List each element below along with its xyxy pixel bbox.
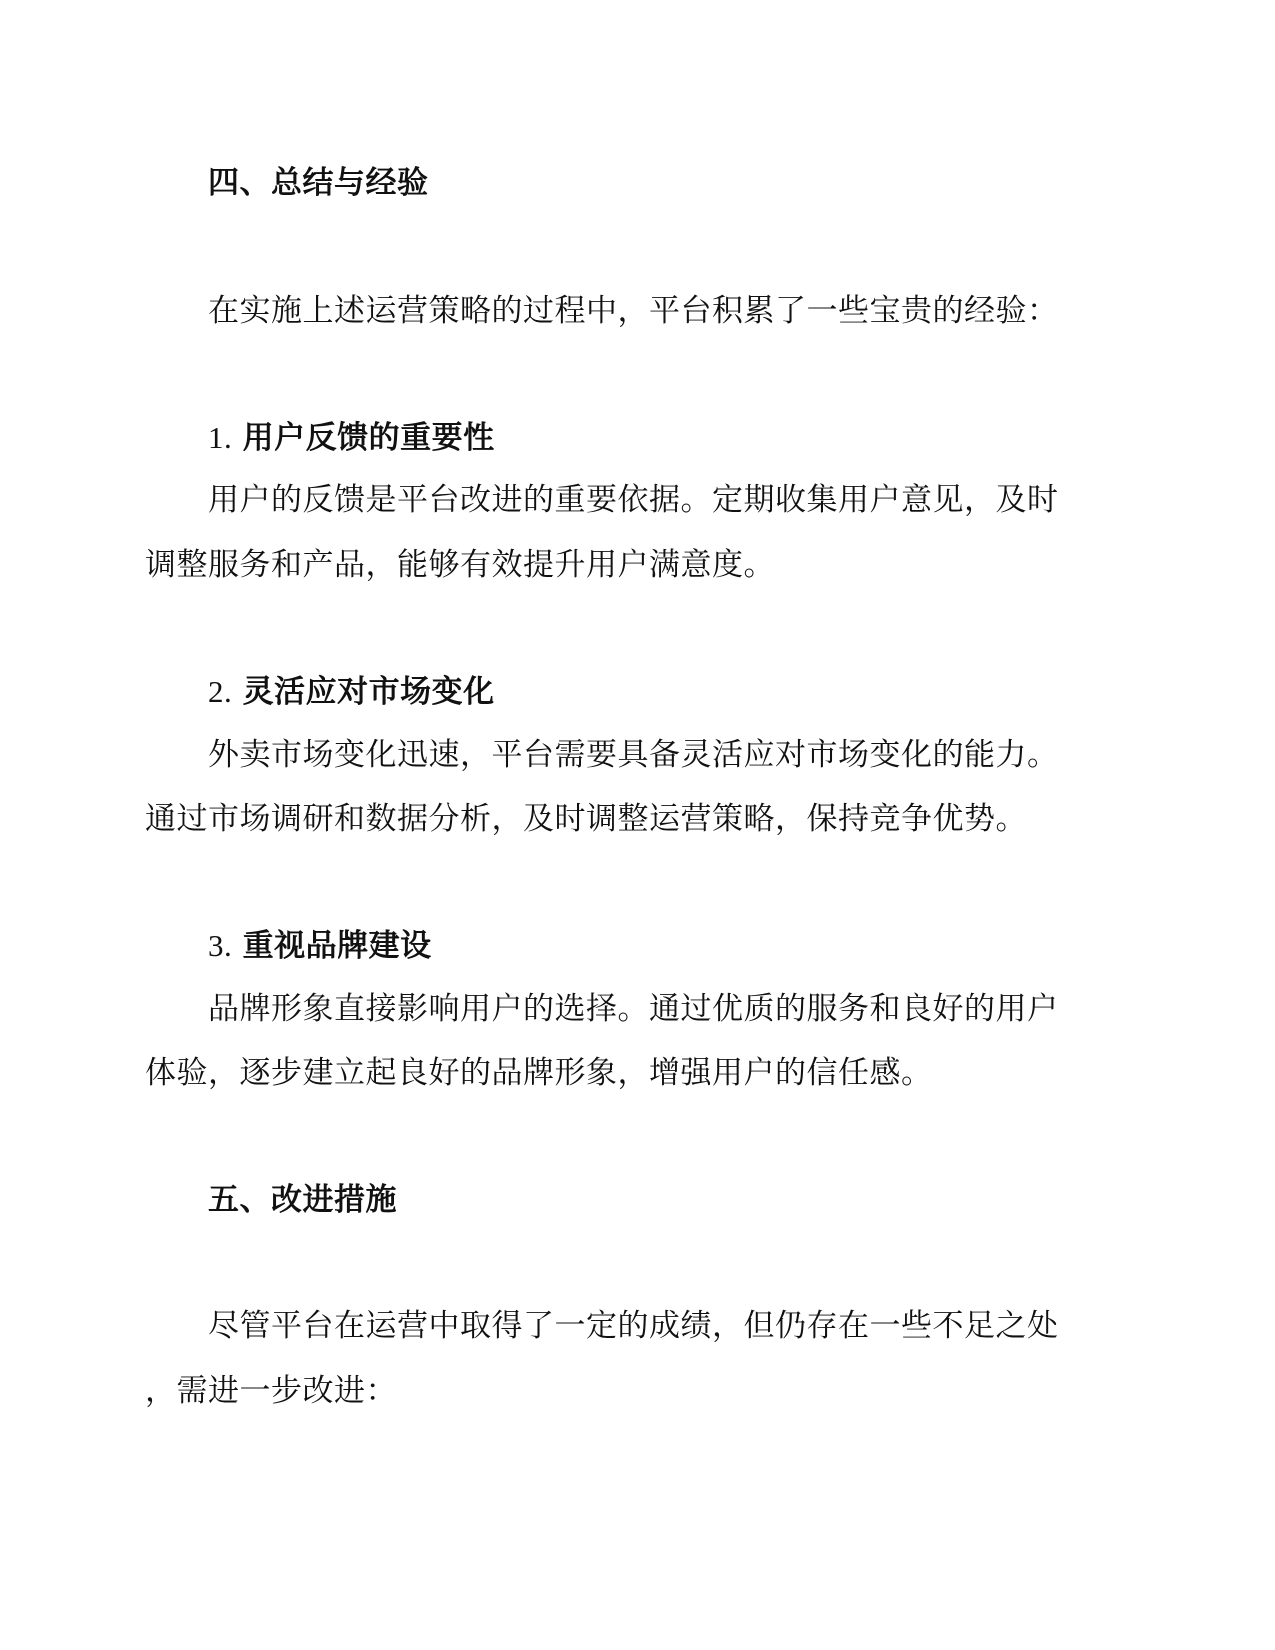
item-body-3-line-2: 体验，逐步建立起良好的品牌形象，增强用户的信任感。 bbox=[145, 1055, 933, 1091]
item-number-3: 3. bbox=[208, 928, 233, 963]
section-intro-improvements-line-2: ，需进一步改进： bbox=[145, 1373, 397, 1409]
section-intro-summary: 在实施上述运营策略的过程中，平台积累了一些宝贵的经验： bbox=[208, 293, 1059, 329]
item-heading-1 bbox=[208, 418, 495, 458]
item-body-3-line-1: 品牌形象直接影响用户的选择。通过优质的服务和良好的用户 bbox=[208, 991, 1059, 1027]
item-number-2: 2. bbox=[208, 674, 233, 709]
section-heading-summary: 四、总结与经验 bbox=[208, 165, 429, 201]
item-title-1: 用户反馈的重要性 bbox=[242, 420, 495, 456]
section-heading-improvements: 五、改进措施 bbox=[208, 1182, 397, 1218]
item-body-1-line-2: 调整服务和产品，能够有效提升用户满意度。 bbox=[145, 547, 775, 583]
item-body-2-line-2: 通过市场调研和数据分析，及时调整运营策略，保持竞争优势。 bbox=[145, 801, 1027, 837]
item-heading-3 bbox=[208, 926, 432, 966]
item-title-3: 重视品牌建设 bbox=[242, 928, 432, 964]
section-intro-improvements-line-1: 尽管平台在运营中取得了一定的成绩，但仍存在一些不足之处 bbox=[208, 1308, 1059, 1344]
item-number-1: 1. bbox=[208, 420, 233, 455]
item-heading-2 bbox=[208, 672, 495, 712]
item-body-1-line-1: 用户的反馈是平台改进的重要依据。定期收集用户意见，及时 bbox=[208, 482, 1059, 518]
item-body-2-line-1: 外卖市场变化迅速，平台需要具备灵活应对市场变化的能力。 bbox=[208, 737, 1059, 773]
item-title-2: 灵活应对市场变化 bbox=[242, 674, 495, 710]
